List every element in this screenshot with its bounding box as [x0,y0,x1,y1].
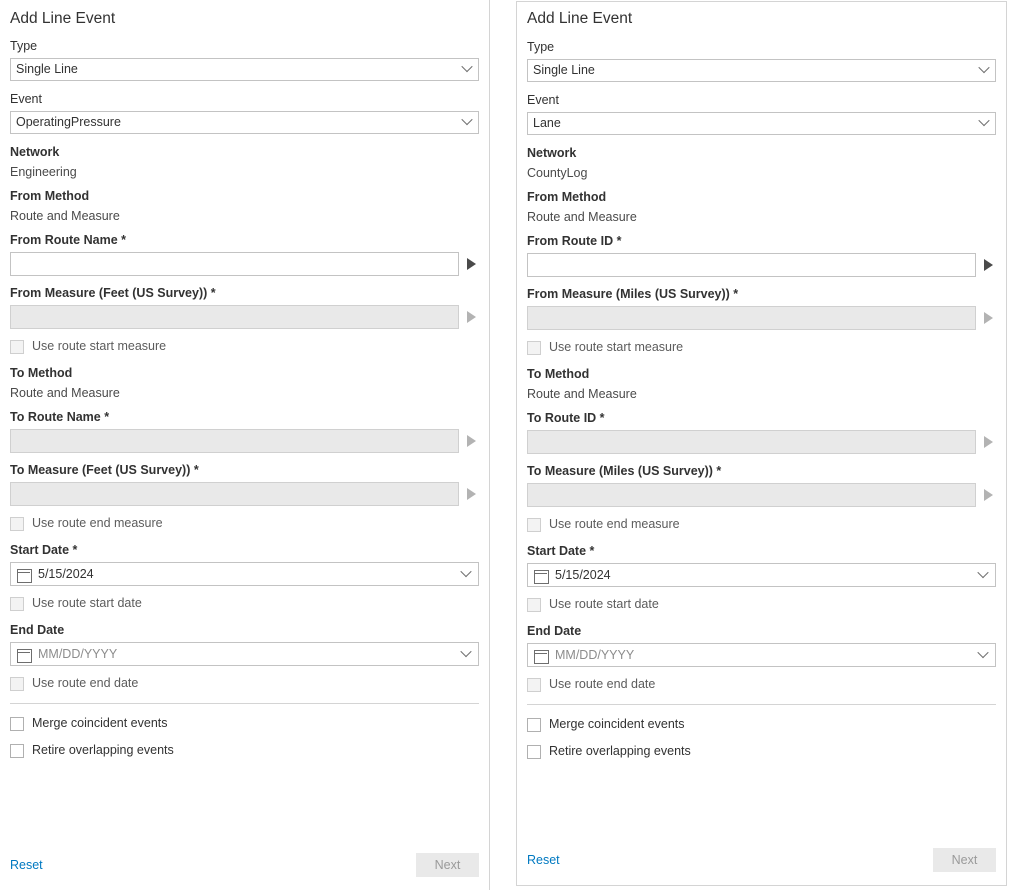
end-date-value: MM/DD/YYYY [555,648,635,663]
from-measure-row [527,306,996,330]
from-measure-row [10,305,479,329]
event-select-wrap[interactable] [527,112,996,135]
chevron-down-icon [979,570,988,579]
from-measure-label: From Measure (Miles (US Survey)) * [527,287,739,302]
from-route-input[interactable] [527,253,976,277]
to-method-value: Route and Measure [10,386,120,401]
from-measure-input[interactable] [527,306,976,330]
section-divider [527,704,996,705]
use-route-end-measure-checkbox[interactable] [527,518,541,532]
calendar-icon [534,649,548,662]
retire-overlapping-checkbox[interactable] [527,745,541,759]
network-label: Network [10,144,60,159]
to-route-row [527,430,996,454]
use-route-start-measure-row[interactable] [10,339,479,354]
use-route-end-date-label: Use route end date [32,676,139,691]
chevron-down-icon [462,649,471,658]
pick-route-play-icon[interactable] [466,257,479,272]
use-route-start-measure-checkbox[interactable] [527,341,541,355]
type-label: Type [527,39,555,54]
from-route-row [527,253,996,277]
use-route-start-date-row[interactable] [527,597,996,612]
panel-title: Add Line Event [10,10,116,27]
event-select[interactable] [10,111,479,134]
start-date-value: 5/15/2024 [555,568,611,583]
use-route-start-date-checkbox[interactable] [527,598,541,612]
calendar-icon [534,569,548,582]
chevron-down-icon [979,650,988,659]
next-button[interactable]: Next [416,853,479,877]
use-route-end-date-row[interactable] [10,676,479,691]
to-route-label: To Route ID * [527,411,605,426]
type-select-wrap[interactable] [10,58,479,81]
use-route-start-date-checkbox[interactable] [10,597,24,611]
from-method-label: From Method [10,188,90,203]
retire-overlapping-checkbox[interactable] [10,744,24,758]
type-select[interactable] [10,58,479,81]
to-measure-label: To Measure (Feet (US Survey)) * [10,463,199,478]
network-value: CountyLog [527,165,588,180]
from-method-value: Route and Measure [527,209,637,224]
event-label: Event [527,92,559,107]
use-route-end-date-checkbox[interactable] [10,677,24,691]
pick-to-measure-play-icon[interactable] [983,488,996,503]
to-route-input[interactable] [10,429,459,453]
pick-to-route-play-icon[interactable] [983,435,996,450]
calendar-icon [17,568,31,581]
section-divider [10,703,479,704]
event-label: Event [10,91,42,106]
start-date-field[interactable] [527,563,996,587]
to-measure-input[interactable] [10,482,459,506]
to-measure-input[interactable] [527,483,976,507]
calendar-icon [17,648,31,661]
from-measure-input[interactable] [10,305,459,329]
to-measure-label: To Measure (Miles (US Survey)) * [527,464,722,479]
start-date-field[interactable] [10,562,479,586]
use-route-end-measure-label: Use route end measure [549,517,680,532]
use-route-end-measure-checkbox[interactable] [10,517,24,531]
reset-link[interactable]: Reset [10,858,43,872]
use-route-start-measure-checkbox[interactable] [10,340,24,354]
use-route-start-date-label: Use route start date [32,596,142,611]
panel-footer [527,848,996,872]
from-measure-label: From Measure (Feet (US Survey)) * [10,286,216,301]
use-route-start-measure-label: Use route start measure [32,339,167,354]
use-route-start-date-label: Use route start date [549,597,659,612]
pick-to-measure-play-icon[interactable] [466,487,479,502]
to-measure-row [527,483,996,507]
start-date-label: Start Date * [527,544,595,559]
pick-route-play-icon[interactable] [983,258,996,273]
use-route-end-measure-row[interactable] [10,516,479,531]
from-route-input[interactable] [10,252,459,276]
use-route-start-measure-label: Use route start measure [549,340,684,355]
next-button[interactable]: Next [933,848,996,872]
type-label: Type [10,38,38,53]
use-route-end-measure-row[interactable] [527,517,996,532]
to-route-input[interactable] [527,430,976,454]
use-route-start-date-row[interactable] [10,596,479,611]
to-measure-row [10,482,479,506]
merge-coincident-row[interactable] [10,716,479,731]
from-route-label: From Route ID * [527,234,622,249]
start-date-label: Start Date * [10,543,78,558]
use-route-end-date-row[interactable] [527,677,996,692]
network-label: Network [527,145,577,160]
merge-coincident-label: Merge coincident events [549,717,685,732]
use-route-start-measure-row[interactable] [527,340,996,355]
retire-overlapping-label: Retire overlapping events [32,743,174,758]
end-date-field[interactable] [10,642,479,666]
end-date-label: End Date [10,623,65,638]
end-date-field[interactable] [527,643,996,667]
to-method-label: To Method [10,366,73,381]
use-route-end-date-label: Use route end date [549,677,656,692]
type-select-wrap[interactable] [527,59,996,82]
retire-overlapping-row[interactable] [10,743,479,758]
start-date-value: 5/15/2024 [38,567,94,582]
merge-coincident-row[interactable] [527,717,996,732]
from-route-row [10,252,479,276]
to-route-row [10,429,479,453]
from-route-label: From Route Name * [10,233,126,248]
to-method-value: Route and Measure [527,387,637,402]
retire-overlapping-label: Retire overlapping events [549,744,691,759]
to-route-label: To Route Name * [10,410,110,425]
merge-coincident-checkbox[interactable] [10,717,24,731]
chevron-down-icon [462,569,471,578]
event-select[interactable] [527,112,996,135]
end-date-label: End Date [527,624,582,639]
pick-measure-play-icon[interactable] [983,311,996,326]
add-line-event-panel-right [516,1,1007,886]
end-date-value: MM/DD/YYYY [38,647,118,662]
add-line-event-panel-left [0,0,490,890]
type-select[interactable] [527,59,996,82]
to-method-label: To Method [527,367,590,382]
pick-to-route-play-icon[interactable] [466,434,479,449]
panel-title: Add Line Event [527,10,633,27]
event-select-wrap[interactable] [10,111,479,134]
reset-link[interactable]: Reset [527,853,560,867]
panel-footer [10,853,479,877]
network-value: Engineering [10,164,77,179]
use-route-end-measure-label: Use route end measure [32,516,163,531]
merge-coincident-label: Merge coincident events [32,716,168,731]
pick-measure-play-icon[interactable] [466,310,479,325]
retire-overlapping-row[interactable] [527,744,996,759]
from-method-value: Route and Measure [10,208,120,223]
merge-coincident-checkbox[interactable] [527,718,541,732]
from-method-label: From Method [527,189,607,204]
use-route-end-date-checkbox[interactable] [527,678,541,692]
